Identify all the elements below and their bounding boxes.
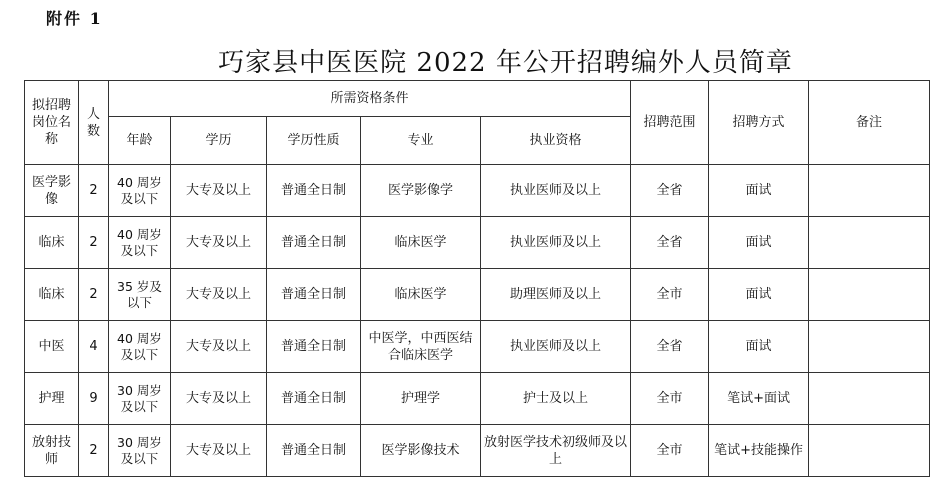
table-row: [25, 165, 930, 217]
cell-major: 医学影像学: [361, 165, 481, 217]
header-count: 人数: [79, 81, 109, 165]
cell-license: 护士及以上: [481, 373, 631, 425]
cell-remarks: [809, 217, 930, 269]
cell-method: 面试: [709, 321, 809, 373]
cell-scope: 全市: [631, 425, 709, 477]
header-row-1: [25, 81, 930, 117]
table-row: [25, 425, 930, 477]
header-major: 专业: [361, 117, 481, 165]
cell-major: 中医学，中西医结合临床医学: [361, 321, 481, 373]
table-row: [25, 217, 930, 269]
cell-major: 临床医学: [361, 217, 481, 269]
cell-education: 大专及以上: [171, 217, 267, 269]
cell-scope: 全市: [631, 373, 709, 425]
table-row: [25, 321, 930, 373]
cell-education-type: 普通全日制: [267, 425, 361, 477]
cell-remarks: [809, 321, 930, 373]
cell-age: 40 周岁及以下: [109, 217, 171, 269]
cell-position: 放射技师: [25, 425, 79, 477]
cell-scope: 全省: [631, 217, 709, 269]
cell-education: 大专及以上: [171, 373, 267, 425]
cell-count: 2: [79, 217, 109, 269]
cell-license: 执业医师及以上: [481, 165, 631, 217]
cell-education-type: 普通全日制: [267, 269, 361, 321]
table-row: [25, 373, 930, 425]
cell-education: 大专及以上: [171, 165, 267, 217]
cell-license: 执业医师及以上: [481, 321, 631, 373]
attachment-label: 附件 1: [46, 9, 103, 28]
header-education: 学历: [171, 117, 267, 165]
cell-education: 大专及以上: [171, 321, 267, 373]
cell-education-type: 普通全日制: [267, 321, 361, 373]
header-scope: 招聘范围: [631, 81, 709, 165]
cell-count: 2: [79, 269, 109, 321]
table-row: [25, 269, 930, 321]
header-method: 招聘方式: [709, 81, 809, 165]
page-title: 巧家县中医医院 2022 年公开招聘编外人员简章: [218, 48, 793, 78]
cell-license: 放射医学技术初级师及以上: [481, 425, 631, 477]
cell-age: 30 周岁及以下: [109, 425, 171, 477]
cell-remarks: [809, 269, 930, 321]
cell-method: 笔试+面试: [709, 373, 809, 425]
cell-position: 中医: [25, 321, 79, 373]
header-education-type: 学历性质: [267, 117, 361, 165]
cell-age: 35 岁及以下: [109, 269, 171, 321]
header-requirements: 所需资格条件: [109, 81, 631, 117]
cell-count: 2: [79, 425, 109, 477]
cell-scope: 全省: [631, 165, 709, 217]
cell-license: 助理医师及以上: [481, 269, 631, 321]
cell-scope: 全省: [631, 321, 709, 373]
cell-position: 医学影像: [25, 165, 79, 217]
cell-count: 4: [79, 321, 109, 373]
cell-education-type: 普通全日制: [267, 165, 361, 217]
cell-remarks: [809, 425, 930, 477]
cell-age: 40 周岁及以下: [109, 165, 171, 217]
cell-count: 2: [79, 165, 109, 217]
header-remarks: 备注: [809, 81, 930, 165]
cell-method: 笔试+技能操作: [709, 425, 809, 477]
cell-remarks: [809, 165, 930, 217]
cell-remarks: [809, 373, 930, 425]
cell-education-type: 普通全日制: [267, 373, 361, 425]
cell-age: 30 周岁及以下: [109, 373, 171, 425]
cell-position: 临床: [25, 269, 79, 321]
cell-count: 9: [79, 373, 109, 425]
cell-major: 护理学: [361, 373, 481, 425]
header-age: 年龄: [109, 117, 171, 165]
cell-scope: 全市: [631, 269, 709, 321]
cell-method: 面试: [709, 217, 809, 269]
recruitment-table: [24, 80, 930, 477]
header-position: 拟招聘岗位名称: [25, 81, 79, 165]
cell-education-type: 普通全日制: [267, 217, 361, 269]
cell-major: 临床医学: [361, 269, 481, 321]
cell-education: 大专及以上: [171, 425, 267, 477]
cell-position: 护理: [25, 373, 79, 425]
cell-method: 面试: [709, 269, 809, 321]
cell-position: 临床: [25, 217, 79, 269]
cell-education: 大专及以上: [171, 269, 267, 321]
cell-age: 40 周岁及以下: [109, 321, 171, 373]
header-license: 执业资格: [481, 117, 631, 165]
cell-method: 面试: [709, 165, 809, 217]
cell-license: 执业医师及以上: [481, 217, 631, 269]
cell-major: 医学影像技术: [361, 425, 481, 477]
